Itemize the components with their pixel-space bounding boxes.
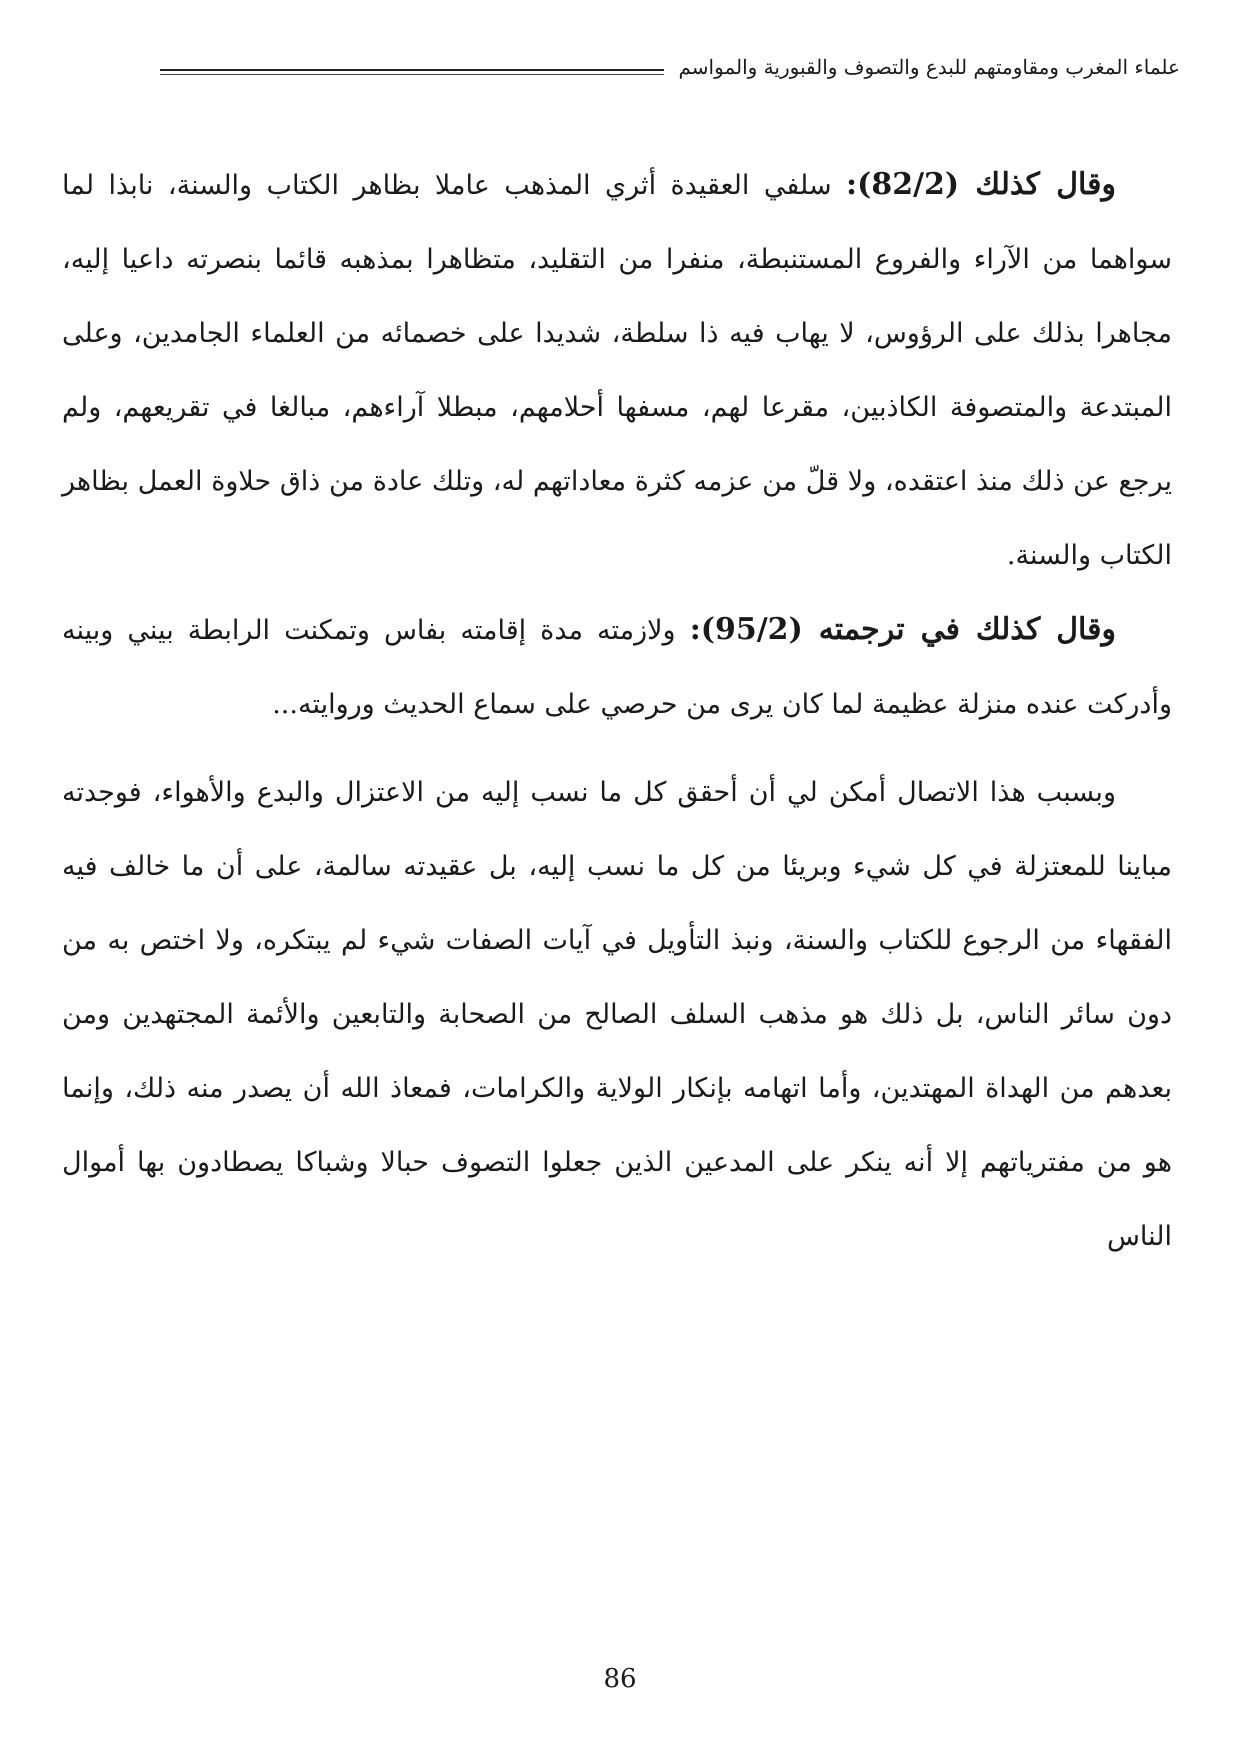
body-text xyxy=(62,148,1172,1274)
paragraph-lead: وقال كذلك في ترجمته (95/2): xyxy=(689,612,1117,647)
paragraph-quote-2 xyxy=(62,593,1172,742)
paragraph-body xyxy=(62,756,1172,1274)
running-header-title: علماء المغرب ومقاومتهم للبدع والتصوف والقبورية والمواسم xyxy=(678,55,1180,79)
paragraph-text: وبسبب هذا الاتصال أمكن لي أن أحقق كل ما نسب إليه من الاعتزال والبدع والأهواء، فوجدته مباينا للمعتزلة في كل شيء وبريئا من كل ما نسب إليه، بل عقيدته سالمة، على أن ما خالف فيه الفقهاء من الرجوع للكتاب والسنة، ونبذ التأويل في آيات الصفات شيء لم يبتكره، ولا اختص به من دون سائر الناس، بل ذلك هو مذهب السلف الصالح من الصحابة والتابعين والأئمة المجتهدين ومن بعدهم من الهداة المهتدين، وأما اتهامه بإنكار الولاية والكرامات، فمعاذ الله أن يصدر منه ذلك، وإنما هو من مفترياتهم إلا أنه ينكر على المدعين الذين جعلوا التصوف حبالا وشباكا يصطادون بها أموال الناس xyxy=(62,777,1172,1252)
paragraph-lead: وقال كذلك (82/2): xyxy=(846,167,1116,202)
page-number: 86 xyxy=(603,1664,637,1694)
paragraph-text: سلفي العقيدة أثري المذهب عاملا بظاهر الكتاب والسنة، نابذا لما سواهما من الآراء والفروع المستنبطة، منفرا من التقليد، متظاهرا بمذهبه قائما بنصرته داعيا إليه، مجاهرا بذلك على الرؤوس، لا يهاب فيه ذا سلطة، شديدا على خصمائه من العلماء الجامدين، وعلى المبتدعة والمتصوفة الكاذبين، مقرعا لهم، مسفها أحلامهم، مبطلا آراءهم، مبالغا في تقريعهم، ولم يرجع عن ذلك منذ اعتقده، ولا قلّ من عزمه كثرة معاداتهم له، وتلك عادة من ذاق حلاوة العمل بظاهر الكتاب والسنة. xyxy=(62,170,1172,571)
running-header xyxy=(160,52,1180,82)
paragraph-text: ولازمته مدة إقامته بفاس وتمكنت الرابطة بيني وبينه وأدركت عنده منزلة عظيمة لما كان يرى من حرصي على سماع الحديث وروايته... xyxy=(62,615,1172,720)
paragraph-quote-1 xyxy=(62,148,1172,593)
header-rule-thick xyxy=(160,69,664,71)
header-rule-thin xyxy=(160,74,664,75)
header-rule xyxy=(160,69,664,75)
